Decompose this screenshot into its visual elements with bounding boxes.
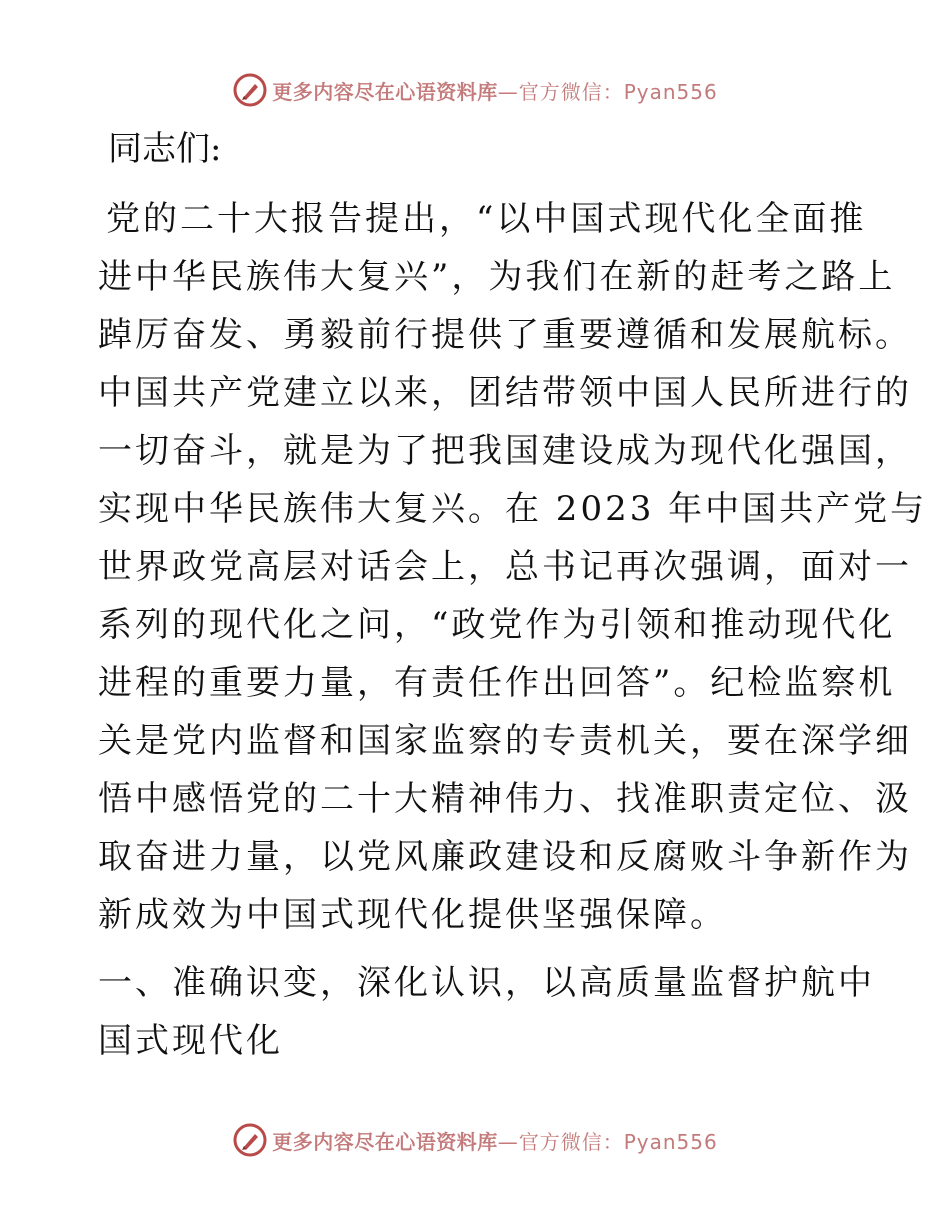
banner-brand-text: 更多内容尽在心语资料库 [272,1129,498,1154]
heading-line: 一、准确识变，深化认识，以高质量监督护航中 [98,963,875,1003]
para-line: 新成效为中国式现代化提供坚强保障。 [98,895,727,935]
heading-line: 国式现代化 [98,1021,283,1061]
para-line: 党的二十大报告提出，“以中国式现代化全面推 [106,199,867,239]
bottom-banner [0,1118,950,1162]
greeting: 同志们: [108,129,222,169]
paragraph-intro [98,190,928,944]
banner-official-text: —官方微信：Pyan556 [497,1129,718,1154]
document-body [98,120,928,1070]
section-heading [98,954,875,1070]
para-line: 世界政党高层对话会上，总书记再次强调，面对一 [98,547,912,587]
para-line: 踔厉奋发、勇毅前行提供了重要遵循和发展航标。 [98,315,912,355]
para-line: 进中华民族伟大复兴”，为我们在新的赶考之路上 [98,257,896,297]
para-line: 实现中华民族伟大复兴。在 2023 年中国共产党与 [98,489,928,529]
banner-brand-text: 更多内容尽在心语资料库 [272,79,498,104]
top-banner [0,68,950,112]
para-line: 一切奋斗，就是为了把我国建设成为现代化强国， [98,431,912,471]
pen-logo-icon [232,72,268,108]
para-line: 悟中感悟党的二十大精神伟力、找准职责定位、汲 [98,779,912,819]
banner-official-text: —官方微信：Pyan556 [497,79,718,104]
para-line: 中国共产党建立以来，团结带领中国人民所进行的 [98,373,912,413]
pen-logo-icon [232,1122,268,1158]
para-line: 关是党内监督和国家监察的专责机关，要在深学细 [98,721,912,761]
para-line: 取奋进力量，以党风廉政建设和反腐败斗争新作为 [98,837,912,877]
para-line: 系列的现代化之问，“政党作为引领和推动现代化 [98,605,896,645]
para-line: 进程的重要力量，有责任作出回答”。纪检监察机 [98,663,896,703]
